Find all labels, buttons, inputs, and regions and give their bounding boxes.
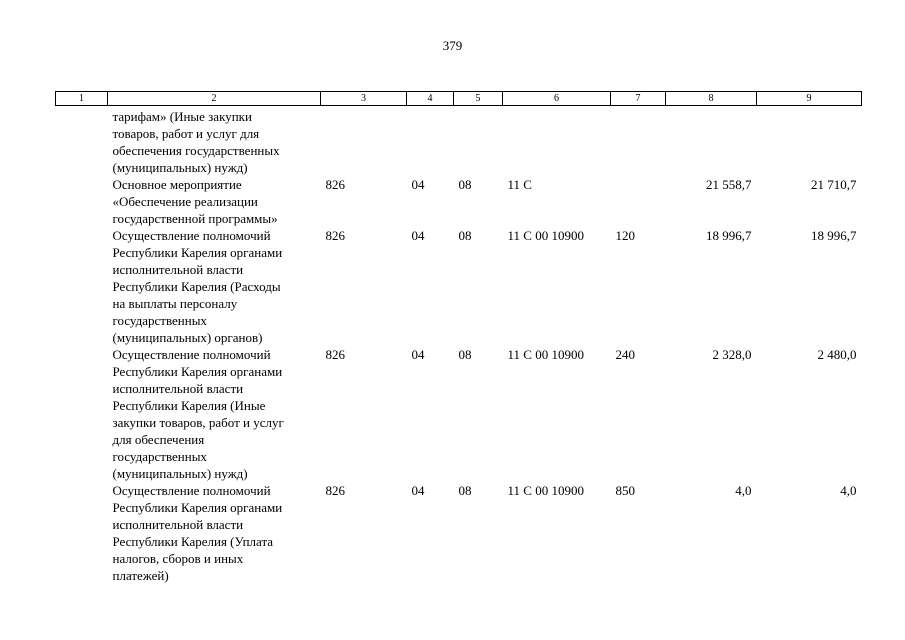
header-row <box>56 92 862 106</box>
name-line: государственных <box>112 449 207 464</box>
name-line: товаров, работ и услуг для <box>112 126 260 141</box>
name-line: (муниципальных) нужд) <box>112 160 248 175</box>
section-cell <box>407 106 454 177</box>
name-line: государственной программы» <box>112 211 278 226</box>
expense-type-cell: 850 <box>615 483 635 498</box>
table-row <box>56 346 862 482</box>
subsection-cell: 08 <box>458 347 472 362</box>
subsection-cell <box>454 106 503 177</box>
page-number: 379 <box>442 38 463 53</box>
col-1-cell <box>56 346 108 482</box>
expense-type-cell: 240 <box>615 347 635 362</box>
target-article-cell: 11 С <box>507 177 532 192</box>
budget-table <box>55 91 862 584</box>
column-header-1: 1 <box>56 92 108 106</box>
name-line: Республики Карелия органами <box>112 500 283 515</box>
amount-year-1-cell: 2 328,0 <box>712 347 752 362</box>
amount-year-1-cell: 18 996,7 <box>706 228 752 243</box>
name-line: Республики Карелия (Иные <box>112 398 266 413</box>
name-cell <box>108 176 321 227</box>
name-line: Основное мероприятие <box>112 177 242 192</box>
name-line: Республики Карелия органами <box>112 364 283 379</box>
column-header-9: 9 <box>757 92 862 106</box>
amount-year-2-cell <box>757 106 862 177</box>
name-line: для обеспечения <box>112 432 205 447</box>
column-header-6: 6 <box>503 92 611 106</box>
subsection-cell: 08 <box>458 483 472 498</box>
table-row <box>56 227 862 346</box>
table-row <box>56 482 862 584</box>
subsection-cell: 08 <box>458 177 472 192</box>
name-line: на выплаты персоналу <box>112 296 238 311</box>
target-article-cell: 11 С 00 10900 <box>507 347 584 362</box>
table-row <box>56 106 862 177</box>
amount-year-1-cell: 4,0 <box>735 483 752 498</box>
admin-code-cell: 826 <box>325 228 345 243</box>
target-article-cell: 11 С 00 10900 <box>507 483 584 498</box>
name-line: исполнительной власти <box>112 381 244 396</box>
name-line: Республики Карелия (Уплата <box>112 534 274 549</box>
name-line: Республики Карелия (Расходы <box>112 279 281 294</box>
column-header-3: 3 <box>321 92 407 106</box>
name-line: платежей) <box>112 568 169 583</box>
amount-year-2-cell: 21 710,7 <box>811 177 857 192</box>
admin-code-cell: 826 <box>325 347 345 362</box>
name-line: обеспечения государственных <box>112 143 280 158</box>
name-line: исполнительной власти <box>112 262 244 277</box>
admin-code-cell: 826 <box>325 177 345 192</box>
section-cell: 04 <box>411 177 425 192</box>
section-cell: 04 <box>411 347 425 362</box>
table-row <box>56 176 862 227</box>
name-line: Республики Карелия органами <box>112 245 283 260</box>
column-header-8: 8 <box>666 92 757 106</box>
expense-type-cell <box>611 176 666 227</box>
col-1-cell <box>56 482 108 584</box>
target-article-cell: 11 С 00 10900 <box>507 228 584 243</box>
expense-type-cell <box>611 106 666 177</box>
name-line: Осуществление полномочий <box>112 228 271 243</box>
col-1-cell <box>56 106 108 177</box>
expense-type-cell: 120 <box>615 228 635 243</box>
name-line: закупки товаров, работ и услуг <box>112 415 284 430</box>
name-line: государственных <box>112 313 207 328</box>
name-cell <box>108 482 321 584</box>
amount-year-1-cell <box>666 106 757 177</box>
name-line: налогов, сборов и иных <box>112 551 244 566</box>
amount-year-2-cell: 18 996,7 <box>811 228 857 243</box>
subsection-cell: 08 <box>458 228 472 243</box>
name-line: тарифам» (Иные закупки <box>112 109 252 124</box>
name-line: исполнительной власти <box>112 517 244 532</box>
name-line: (муниципальных) органов) <box>112 330 263 345</box>
name-cell <box>108 346 321 482</box>
name-line: Осуществление полномочий <box>112 483 271 498</box>
table-body <box>56 106 862 585</box>
section-cell: 04 <box>411 228 425 243</box>
column-header-7: 7 <box>611 92 666 106</box>
col-1-cell <box>56 227 108 346</box>
name-line: Осуществление полномочий <box>112 347 271 362</box>
admin-code-cell <box>321 106 407 177</box>
amount-year-1-cell: 21 558,7 <box>706 177 752 192</box>
name-cell <box>108 106 321 177</box>
column-header-5: 5 <box>454 92 503 106</box>
section-cell: 04 <box>411 483 425 498</box>
target-article-cell <box>503 106 611 177</box>
amount-year-2-cell: 2 480,0 <box>817 347 857 362</box>
column-header-4: 4 <box>407 92 454 106</box>
name-line: (муниципальных) нужд) <box>112 466 248 481</box>
admin-code-cell: 826 <box>325 483 345 498</box>
name-cell <box>108 227 321 346</box>
column-header-2: 2 <box>108 92 321 106</box>
col-1-cell <box>56 176 108 227</box>
amount-year-2-cell: 4,0 <box>840 483 857 498</box>
name-line: «Обеспечение реализации <box>112 194 258 209</box>
